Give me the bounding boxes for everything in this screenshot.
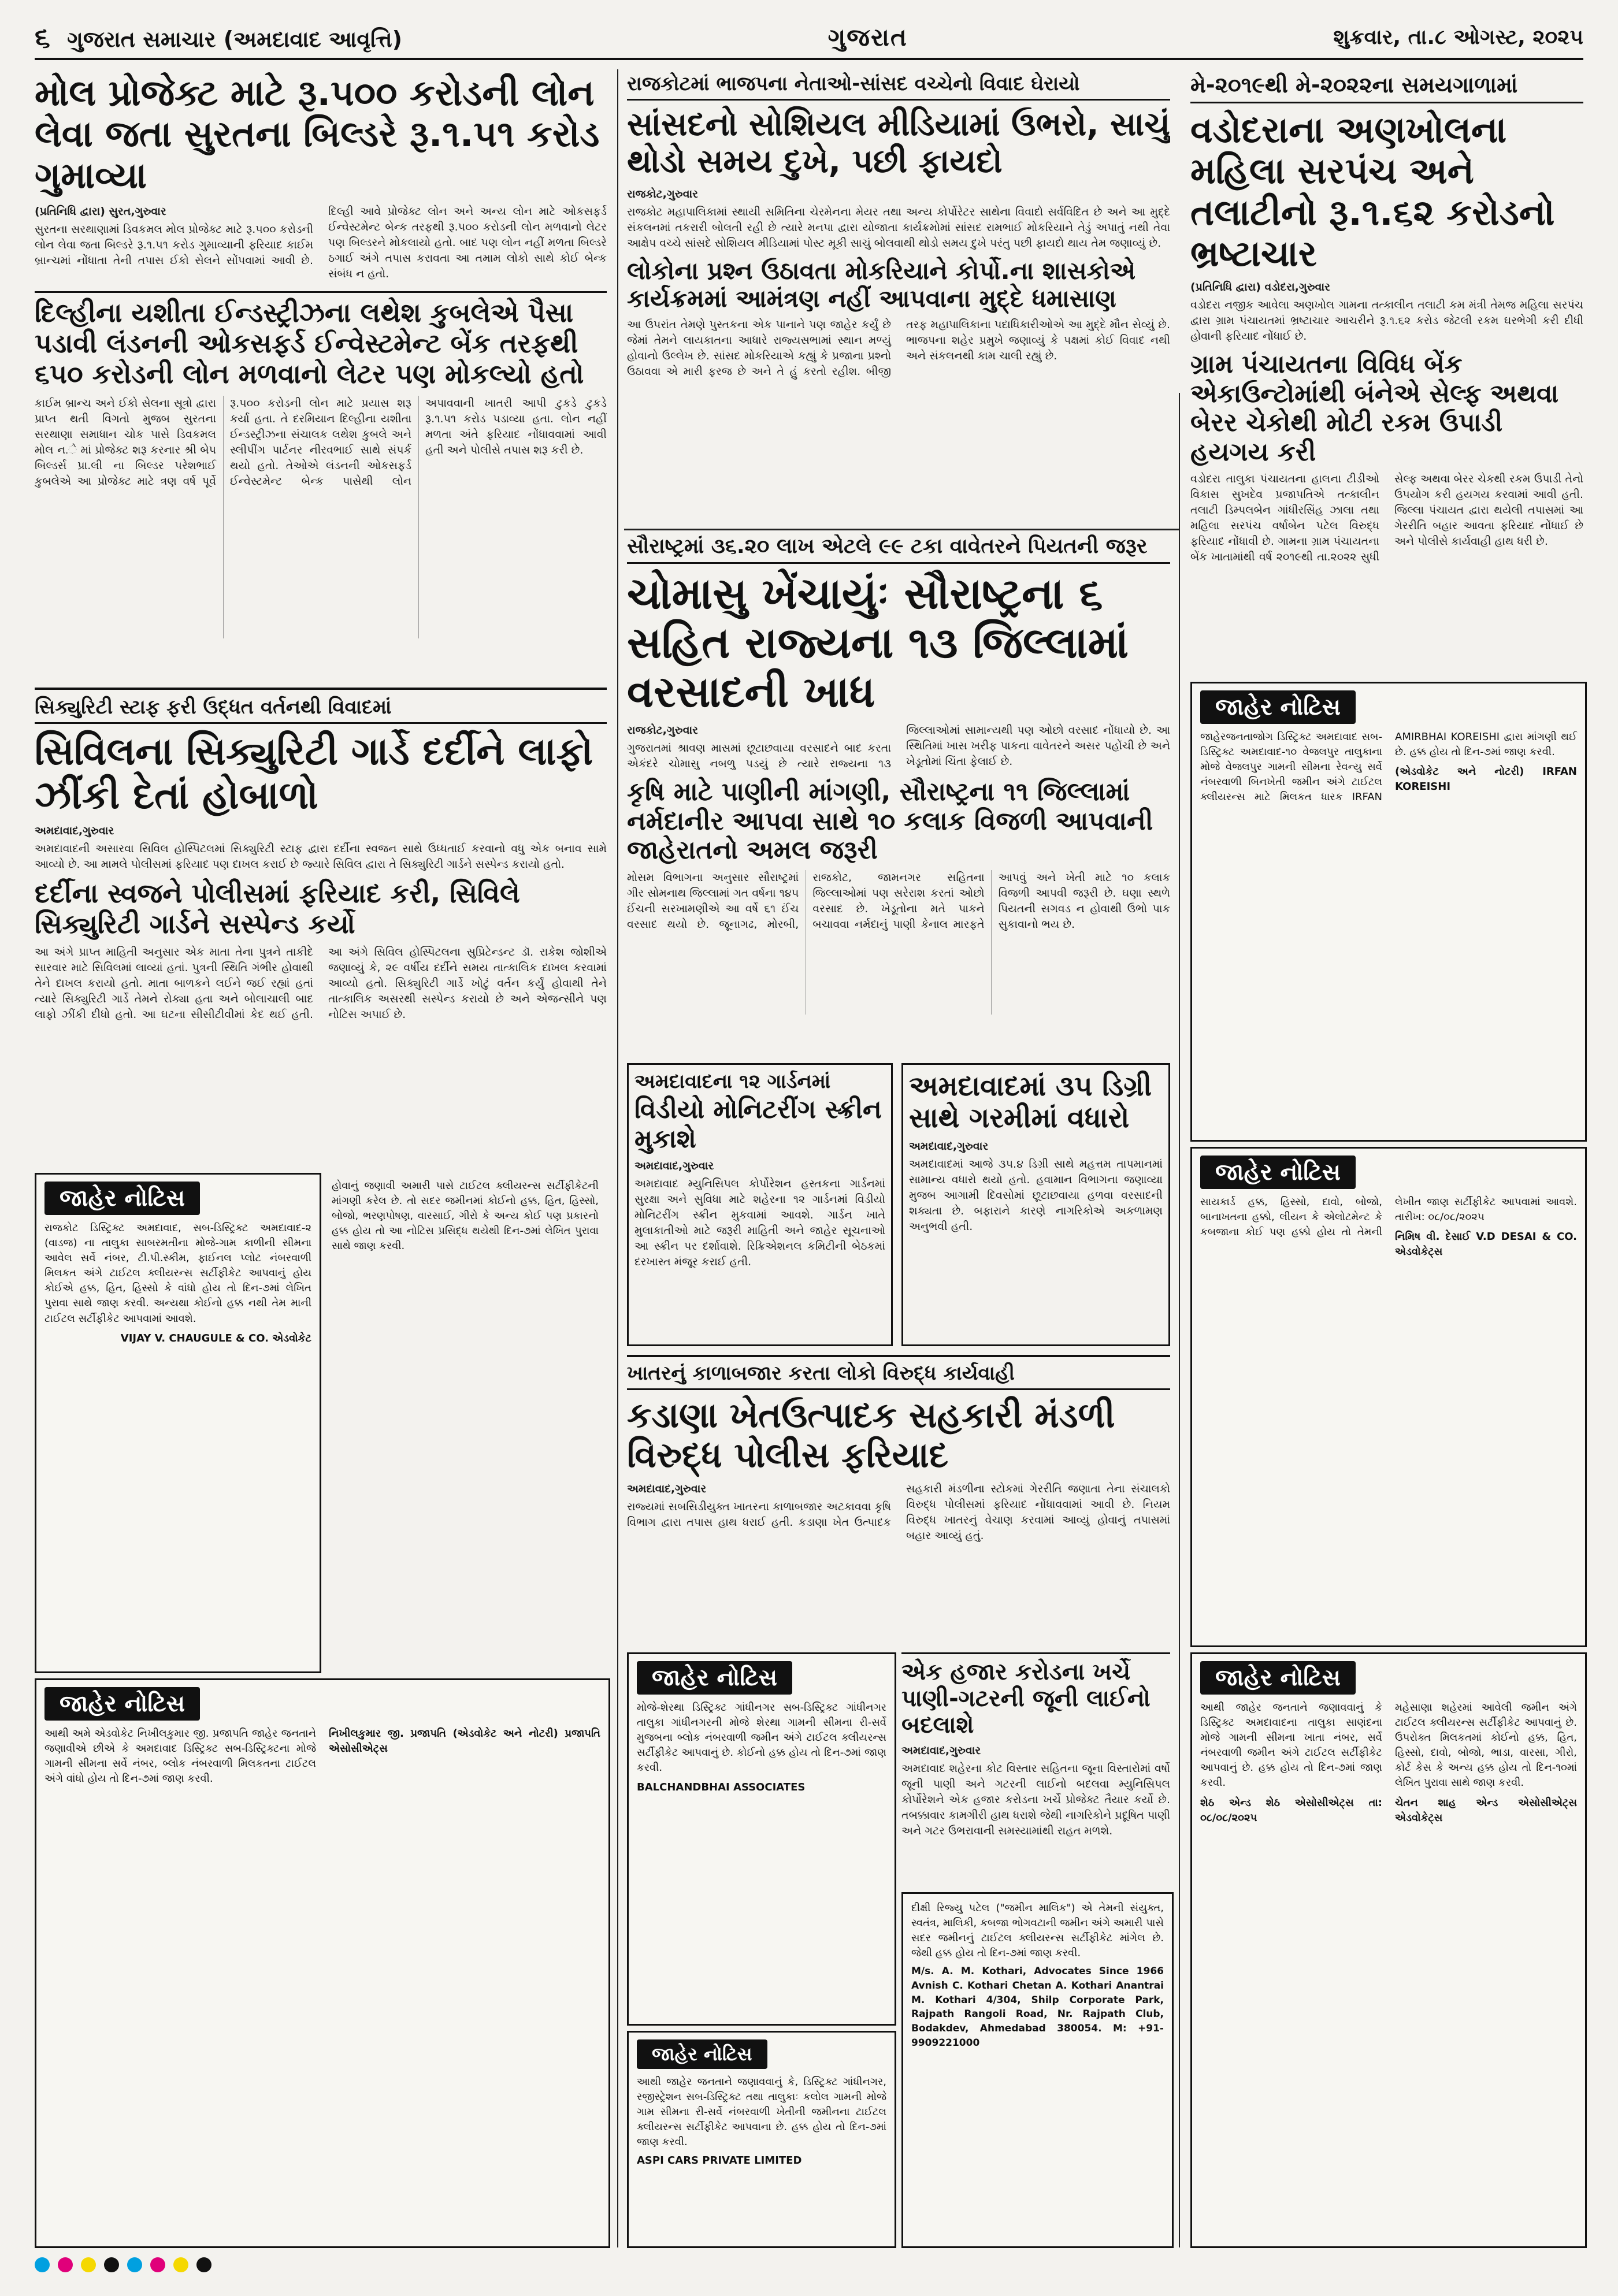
notice-signature: (એડવોકેટ અને નોટરી) IRFAN KOREISHI xyxy=(1395,766,1577,793)
story-body xyxy=(627,317,1170,456)
dateline: રાજકોટ,ગુરુવાર xyxy=(627,187,699,200)
notice-body xyxy=(629,2075,895,2175)
story-intro xyxy=(627,187,1170,251)
color-dot-magenta xyxy=(58,2257,73,2272)
notice-text: આથી જાહેર જનતાને જણાવવાનું કે ડિસ્ટ્રિક્ટ અમદાવાદના તાલુકા સાણંદના મોજે ગામની સીમના ખાતા નંબર, સર્વે નંબરવાળી જમીન અંગે ટાઈટલ સર્ટીફીકેટ આપવાનું છે. હક્ક હોય તો દિન-૭માં જાણ કરવી. xyxy=(1200,1701,1382,1789)
story-garden-screens xyxy=(627,1063,893,1346)
color-dot-black xyxy=(196,2257,211,2272)
notice-signature: BALCHANDBHAI ASSOCIATES xyxy=(637,1781,806,1794)
paragraph: અમદાવાદ શહેરના કોટ વિસ્તાર સહિતના જૂના વિસ્તારોમાં વર્ષો જૂની પાણી અને ગટરની લાઈનો બદલવા મ્યુનિસિપલ કોર્પોરેશને એક હજાર કરોડના ખર્ચે પ્રોજેક્ટ તૈયાર કર્યો છે. તબક્કાવાર કામગીરી હાથ ધરાશે જેથી નાગરિકોને પ્રદૂષિત પાણી અને ગટર ઉભરાવાની સમસ્યામાંથી રાહત મળશે. xyxy=(901,1762,1170,1837)
kicker: ખાતરનું કાળાબજાર કરતા લોકો વિરુદ્ધ કાર્યવાહી xyxy=(627,1362,1170,1390)
headline: એક હજાર કરોડના ખર્ચે પાણી-ગટરની જૂની લાઈનો બદલાશે xyxy=(901,1659,1151,1738)
headline: કડાણા ખેતઉત્પાદક સહકારી મંડળી વિરુદ્ધ પોલીસ ફરિયાદ xyxy=(627,1395,1115,1476)
paragraph: અમદાવાદની અસારવા સિવિલ હોસ્પિટલમાં સિક્યુરિટી સ્ટાફ દ્વારા દર્દીના સ્વજન સાથે ઉધ્ધતાઈ કરવાનો વધુ એક બનાવ સામે આવ્યો છે. આ મામલે પોલીસમાં ફરિયાદ પણ દાખલ કરાઈ છે જ્યારે સિવિલ દ્વારા તે સિક્યુરિટી ગાર્ડને સસ્પેન્ડ કરાયો હતો. xyxy=(35,842,607,871)
paragraph: ગુજરાતમાં શ્રાવણ માસમાં છૂટાછવાયા વરસાદને બાદ કરતા એકંદરે ચોમાસુ નબળુ પડયું છે ત્યારે રાજ્યના ૧૩ જિલ્લાઓમાં સામાન્યથી પણ ઓછો વરસાદ નોંધાયો છે. આ સ્થિતિમાં ખાસ ખરીફ પાકના વાવેતરને અસર પહોંચી છે અને ખેડૂતોમાં ચિંતા ફેલાઈ છે. xyxy=(627,724,1170,771)
paragraph: આ ઉપરાંત તેમણે પુસ્તકના એક પાનાને પણ જાહેર કર્યું છે જેમાં તેમને લાયકાતના આધારે રાજ્યસભામાં સ્થાન મળ્યું હોવાનો ઉલ્લેખ છે. સાંસદ મોકરિયાએ કહ્યું કે પ્રજાના પ્રશ્નો ઉઠાવવા એ મારી ફરજ છે અને તે હું કરતો રહીશ. બીજી તરફ મહાપાલિકાના પદાધિકારીઓએ આ મુદ્દે મૌન સેવ્યું છે. ભાજપના શહેર પ્રમુખે જણાવ્યું કે પક્ષમાં કોઈ વિવાદ નથી અને સંકલનથી કામ ચાલી રહ્યું છે. xyxy=(627,318,1170,378)
public-notice-continued xyxy=(324,1173,607,1670)
notice-body xyxy=(1192,730,1585,811)
column-rule xyxy=(1179,393,1180,2247)
dateline: (પ્રતિનિધિ દ્વારા) વડોદરા,ગુરુવાર xyxy=(1190,281,1330,294)
public-notice xyxy=(35,1678,610,2248)
notice-text: દીક્ષી રિજ્યુ પટેલ ("જમીન માલિક") એ તેમની સંયુક્ત, સ્વતંત્ર, માલિકી, કબજા ભોગવટાની જમીન અંગે અમારી પાસે સદર જમીનનું ટાઈટલ ક્લીયરન્સ સર્ટીફીકેટ માંગેલ છે. જેથી હક્ક હોય તો દિન-૭માં જાણ કરવી. xyxy=(911,1902,1164,1960)
notice-label: જાહેર નોટિસ xyxy=(637,2039,767,2069)
story-fertilizer xyxy=(627,1355,1170,1646)
notice-signature: શેઠ એન્ડ શેઠ એસોસીએટ્સ તા: ૦૮/૦૮/૨૦૨૫ xyxy=(1200,1796,1382,1824)
story-vadodara-sarpanch xyxy=(1190,72,1583,673)
story-rajkot-mp xyxy=(627,72,1170,523)
dateline: (પ્રતિનિધિ દ્વારા) સુરત,ગુરુવાર xyxy=(35,205,166,218)
color-dot-black xyxy=(104,2257,119,2272)
notice-signature: VIJAY V. CHAUGULE & CO. એડવોકેટ xyxy=(120,1332,311,1344)
column-rule xyxy=(617,69,618,2247)
dateline: અમદાવાદ,ગુરુવાર xyxy=(35,824,114,837)
subheadline: કૃષિ માટે પાણીની માંગણી, સૌરાષ્ટ્રના ૧૧ જિલ્લામાં નર્મદાનીર આપવા સાથે ૧૦ કલાક વિજળી આપવાની જાહેરાતનો અમલ જરૂરી xyxy=(627,777,1153,865)
story-intro xyxy=(1190,280,1583,344)
notice-body xyxy=(903,1894,1172,2056)
paragraph: કાઈમ બ્રાન્ચ અને ઈકો સેલના સૂત્રો દ્વારા પ્રાપ્ત થતી વિગતો મુજબ સુરતના સરથાણા સમાધાન ચોક પાસે ડિવકમલ મોલ ન.ે માં પ્રોજેક્ટ શરૂ કરનાર શ્રી બેપ બિલ્ડર્સ પ્રા.લી ના બિલ્ડર પરેશભાઈ કુબલેએ આ પ્રોજેક્ટ માટે ત્રણ વર્ષ પૂર્વે રૂ.૫૦૦ કરોડની લોન માટે પ્રયાસ શરૂ કર્યા હતા. તે દરમિયાન દિલ્હીના યશીતા ઈન્ડસ્ટ્રીઝના સંચાલક લથેશ કુબલે અને સ્લીપીંગ પાર્ટનર નીરવભાઈ સાથે સંપર્ક થયો હતો. તેઓએ લંડનની ઓકસફર્ડ ઈન્વેસ્ટમેન્ટ બેન્ક પાસેથી લોન અપાવવાની ખાતરી આપી ટુકડે ટુકડે રૂ.૧.૫૧ કરોડ પડાવ્યા હતા. લોન નહીં મળતા અંતે ફરિયાદ નોંધાવવામાં આવી હતી અને પોલીસે તપાસ શરૂ કરી છે. xyxy=(35,397,607,488)
notice-signature: M/s. A. M. Kothari, Advocates Since 1966 Avnish C. Kothari Chetan A. Kothari Anantrai M. Kothari 4/304, Shilp Corporate Park, Rajpath Rangoli Road, Nr. Rajpath Club, Bodakdev, Ahmedabad 380054. M: +91-9909221000 xyxy=(911,1966,1164,2049)
story-body xyxy=(627,870,1170,1015)
story-intro xyxy=(627,723,1170,772)
public-notice xyxy=(627,1652,896,2026)
public-notice xyxy=(901,1892,1174,2248)
kicker: અમદાવાદના ૧૨ ગાર્ડનમાં xyxy=(634,1070,831,1093)
kicker: રાજકોટમાં ભાજપના નેતાઓ-સાંસદ વચ્ચેનો વિવાદ ઘેરાયો xyxy=(627,72,1170,101)
color-dot-yellow xyxy=(173,2257,188,2272)
notice-text: સાયકાર્ડ હક્ક, હિસ્સો, દાવો, બોજો, બાનાખતના હક્કો, લીયન કે એલોટમેન્ટ કે કબજાના કોઈ પણ હક્કો હોય તો તેમની લેખીત જાણ સર્ટીફીકેટ આપવામાં આવશે. તારીખ: ૦૮/૦૮/૨૦૨૫ xyxy=(1200,1196,1577,1239)
headline: મોલ પ્રોજેક્ટ માટે રૂ.૫૦૦ કરોડની લોન લેવા જતા સુરતના બિલ્ડરે રૂ.૧.૫૧ કરોડ ગુમાવ્યા xyxy=(35,72,600,196)
story-mall-loan xyxy=(35,72,607,679)
kicker: સિક્યુરિટી સ્ટાફ ફરી ઉદ્ધત વર્તનથી વિવાદમાં xyxy=(35,696,607,724)
headline: વિડીયો મોનિટરીંગ સ્ક્રીન મુકાશે xyxy=(634,1095,882,1154)
masthead xyxy=(35,17,1583,60)
notice-label: જાહેર નોટિસ xyxy=(1200,1661,1356,1695)
notice-label: જાહેર નોટિસ xyxy=(1200,690,1356,724)
story-intro xyxy=(35,823,607,872)
paragraph: અમદાવાદમાં આજે ૩૫.૪ ડિગ્રી સાથે મહત્તમ તાપમાનમાં સામાન્ય વધારો થયો હતો. હવામાન વિભાગના જણાવ્યા મુજબ આગામી દિવસોમાં છૂટાછવાયા હળવા વરસાદની શક્યતા છે. બફારાને કારણે નાગરિકોએ અકળામણ અનુભવી હતી. xyxy=(909,1158,1163,1234)
headline: ચોમાસુ ખેંચાયુંઃ સૌરાષ્ટ્રના ૬ સહિત રાજ્યના ૧૩ જિલ્લામાં વરસાદની ખાધ xyxy=(627,569,1129,718)
paragraph: વડોદરા તાલુકા પંચાયતના હાલના ટીડીઓ વિકાસ સુખદેવ પ્રજાપતિએ તત્કાલીન તલાટી ડિમ્પલબેન ગાંધીરસિંહ ઝાલા તથા મહિલા સરપંચ વર્ષાબેન પટેલ વિરુદ્ધ ફરિયાદ નોંધાવી છે. ગામના ગ્રામ પંચાયતના બેંક ખાતામાંથી વર્ષ ૨૦૧૯થી તા.૨૦૨૨ સુધી સેલ્ફ અથવા બેરર ચેકથી રકમ ઉપાડી તેનો ઉપયોગ કરી હયગય કરવામાં આવી હતી. જિલ્લા પંચાયત દ્વારા થયેલી તપાસમાં આ ગેરરીતિ બહાર આવતા ફરિયાદ નોંધાઈ છે અને પોલીસે કાર્યવાહી હાથ ધરી છે. xyxy=(1190,473,1583,564)
masthead-left xyxy=(35,21,402,54)
notice-label: જાહેર નોટિસ xyxy=(44,1687,200,1721)
paragraph: સુરતના સરથાણામાં ડિવકમલ મોલ પ્રોજેક્ટ માટે રૂ.૫૦૦ કરોડની લોન લેવા જતા બિલ્ડરે રૂ.૧.૫૧ કરોડ ગુમાવ્યાની ફરિયાદ કાઈમ બ્રાન્ચમાં નોંધાતા તેની તપાસ ઈકો સેલને સોંપવામાં આવી છે. દિલ્હી આવે પ્રોજેક્ટ લોન અને અન્ય લોન માટે ઓકસફર્ડ ઈન્વેસ્ટમેન્ટ બેન્ક તરફથી રૂ.૫૦૦ કરોડની લોન મળવાનો લેટર પણ બિલ્ડરને મોકલાયો હતો. બાદ પણ લોન નહીં મળતા બિલ્ડરે ઠગાઈ અંગે તપાસ કરાવતા આ તમામ લોકો સાથે કોઈ બેન્ક સંબંધ ન હતો. xyxy=(35,205,607,280)
public-notice xyxy=(1190,1652,1587,2248)
subheadline: દર્દીના સ્વજને પોલીસમાં ફરિયાદ કરી, સિવિલે સિક્યુરિટી ગાર્ડને સસ્પેન્ડ કર્યો xyxy=(35,877,520,939)
notice-body xyxy=(36,1221,320,1352)
notice-text: આથી અમે એડવોકેટ નિખીલકુમાર જી. પ્રજાપતિ જાહેર જનતાને જણાવીએ છીએ કે અમદાવાદ ડિસ્ટ્રિક્ટ સબ-ડિસ્ટ્રિક્ટના મોજે ગામની સીમના સર્વે નંબર, બ્લોક નંબરવાળી મિલકતના ટાઈટલ અંગે વાંધો હોય તો દિન-૭માં જાણ કરવી. xyxy=(44,1727,316,1785)
story-body-continued xyxy=(35,396,607,638)
headline: વડોદરાના અણખોલના મહિલા સરપંચ અને તલાટીનો રૂ.૧.૬૨ કરોડનો ભ્રષ્ટાચાર xyxy=(1190,109,1555,274)
notice-text: રાજકોટ ડિસ્ટ્રિક્ટ અમદાવાદ, સબ-ડિસ્ટ્રિક્ટ અમદાવાદ-૨ (વાડજ) ના તાલુકા સાબરમતીના મોજે-ગામ કાળીની સીમના આવેલ સર્વે નંબર, ટી.પી.સ્કીમ, ફાઈનલ પ્લોટ નંબરવાળી મિલકત અંગે ટાઈટલ ક્લીયરન્સ સર્ટીફીકેટ આપવાનું હોય કોઈએ હક્ક, હિત, હિસ્સો કે વાંધો હોય તો દિન-૭માં લેખિત પુરાવા સાથે જાણ કરવી. અન્યથા કોઈનો હક્ક નથી તેમ માની ટાઈટલ સર્ટીફીકેટ આપવામાં આવશે. xyxy=(44,1222,311,1325)
notice-text: હોવાનું જણાવી અમારી પાસે ટાઈટલ ક્લીયરન્સ સર્ટીફીકેટની માંગણી કરેલ છે. તો સદર જમીનમાં કોઈનો હક્ક, હિત, હિસ્સો, બોજો, ભરણપોષણ, વારસાઈ, ગીરો કે અન્ય કોઈ પણ પ્રકારનો હક્ક હોય તો આ નોટિસ પ્રસિદ્ધ થયેથી દિન-૭માં લેખિત પુરાવા સાથે જાણ કરવી. xyxy=(332,1180,599,1253)
subheadline: દિલ્હીના યશીતા ઈન્ડસ્ટ્રીઝના લથેશ કુબલેએ પૈસા પડાવી લંડનની ઓકસફર્ડ ઈન્વેસ્ટમેન્ટ બેંક તરફથી ૬૫૦ કરોડની લોન મળવાનો લેટર પણ મોકલ્યો હતો xyxy=(35,291,607,389)
notice-text: જાહેરજનતાજોગ ડિસ્ટ્રિક્ટ અમદાવાદ સબ-ડિસ્ટ્રિક્ટ અમદાવાદ-૧૦ વેજલપુર તાલુકાના મોજે વેજલપુર ગામની સીમના રેવન્યુ સર્વે નંબરવાળી બિનખેતી જમીન અંગે ટાઈટલ ક્લીયરન્સ માટે મિલકત ધારક IRFAN AMIRBHAI KOREISHI દ્વારા માંગણી થઈ છે. હક્ક હોય તો દિન-૭માં જાણ કરવી. xyxy=(1200,731,1577,804)
story-body xyxy=(634,1158,885,1270)
story-body xyxy=(901,1743,1170,1839)
notice-signature: નિમિષ વી. દેસાઈ V.D DESAI & CO. એડવોકેટ્સ xyxy=(1395,1231,1577,1258)
color-dot-cyan xyxy=(127,2257,142,2272)
paragraph: અમદાવાદ મ્યુનિસિપલ કોર્પોરેશન હસ્તકના ગાર્ડનમાં સુરક્ષા અને સુવિધા માટે શહેરના ૧૨ ગાર્ડનમાં વિડીયો મોનિટરીંગ સ્ક્રીન મુકવામાં આવશે. ગાર્ડન ખાતે મુલાકાતીઓ માટે જરૂરી માહિતી અને જાહેર સૂચનાઓ આ સ્ક્રીન પર દર્શાવાશે. રિક્રિએશનલ કમિટીની બેઠકમાં દરખાસ્ત મંજૂર કરાઈ હતી. xyxy=(634,1177,885,1269)
story-body xyxy=(1190,471,1583,656)
paragraph: રાજ્યમાં સબસિડીયુક્ત ખાતરના કાળાબજાર અટકાવવા કૃષિ વિભાગ દ્વારા તપાસ હાથ ધરાઈ હતી. કડાણા ખેત ઉત્પાદક સહકારી મંડળીના સ્ટોકમાં ગેરરીતિ જણાતા તેના સંચાલકો વિરુદ્ધ પોલીસમાં ફરિયાદ નોંધાવવામાં આવી છે. નિયમ વિરુદ્ધ ખાતરનું વેચાણ કરવામાં આવ્યું હોવાનું તપાસમાં બહાર આવ્યું હતું. xyxy=(627,1483,1170,1542)
notice-body xyxy=(36,1726,608,1792)
notice-signature: ચેતન શાહ એન્ડ એસોસીએટ્સ એડવોકેટ્સ xyxy=(1395,1796,1577,1824)
notice-signature: ASPI CARS PRIVATE LIMITED xyxy=(637,2154,802,2167)
public-notice xyxy=(1190,682,1587,1142)
notice-body xyxy=(1192,1195,1585,1265)
print-color-bar xyxy=(35,2253,1583,2276)
paragraph: વડોદરા નજીક આવેલા અણખોલ ગામના તત્કાલીન તલાટી કમ મંત્રી તેમજ મહિલા સરપંચ દ્વારા ગ્રામ પંચાયતમાં ભ્રષ્ટાચાર આચરીને રૂ.૧.૬૨ કરોડ જેટલી રકમ ઘરભેગી કરી દીધી હોવાની ફરિયાદ નોંધાઈ છે. xyxy=(1190,299,1583,343)
headline: સિવિલના સિક્યુરિટી ગાર્ડે દર્દીને લાફો ઝીંકી દેતાં હોબાળો xyxy=(35,729,593,818)
notice-label: જાહેર નોટિસ xyxy=(44,1182,200,1215)
notice-label: જાહેર નોટિસ xyxy=(637,1661,792,1695)
notice-body xyxy=(629,1700,895,1801)
dateline: અમદાવાદ,ગુરુવાર xyxy=(627,1483,707,1495)
story-saurashtra-rain xyxy=(627,534,1170,1054)
paragraph: આ અંગે પ્રાપ્ત માહિતી અનુસાર એક માતા તેના પુત્રને તાકીદે સારવાર માટે સિવિલમાં લાવ્યાં હતાં. પુત્રની સ્થિતિ ગંભીર હોવાથી તેને દાખલ કરાયો હતો. માતા બાળકને લઈને જઈ રહ્યાં હતાં ત્યારે સિક્યુરિટી ગાર્ડે તેમને રોક્યા હતા અને બોલાચાલી બાદ લાફો ઝીંકી દીધો હતો. આ ઘટના સીસીટીવીમાં કેદ થઈ હતી. આ અંગે સિવિલ હોસ્પિટલના સુપ્રિટેન્ડન્ટ ડૉ. રાકેશ જોશીએ જણાવ્યું કે, ૨૯ વર્ષીય દર્દીને સમય તાત્કાલિક દાખલ કરવામાં આવ્યો હતો. સિક્યુરિટી ગાર્ડે ખોટું વર્તન કર્યું હોવાથી તેને તાત્કાલિક અસરથી સસ્પેન્ડ કરાયો છે અને એજન્સીને પણ નોટિસ અપાઈ છે. xyxy=(35,946,607,1021)
public-notice xyxy=(1190,1147,1587,1647)
public-notice xyxy=(627,2031,896,2248)
dateline: અમદાવાદ,ગુરુવાર xyxy=(634,1160,714,1173)
notice-text: મહેસાણા શહેરમાં આવેલી જમીન અંગે ટાઈટલ ક્લીયરન્સ સર્ટીફીકેટ આપવાનું છે. ઉપરોક્ત મિલકતમાં કોઈનો હક્ક, હિત, હિસ્સો, દાવો, બોજો, ભાડા, વારસા, ગીરો, કોર્ટ કેસ કે અન્ય હક્ક હોય તો દિન-૧૦માં લેખિત પુરાવા સાથે જાણ કરવી. xyxy=(1395,1701,1577,1789)
public-notice xyxy=(35,1173,321,1673)
dateline: અમદાવાદ,ગુરુવાર xyxy=(901,1744,981,1757)
notice-label: જાહેર નોટિસ xyxy=(1200,1156,1356,1189)
section-divider xyxy=(624,529,1179,530)
section-title: ગુજરાત xyxy=(827,23,908,51)
color-dot-yellow xyxy=(81,2257,96,2272)
kicker: મે-૨૦૧૯થી મે-૨૦૨૨ના સમયગાળામાં xyxy=(1190,72,1583,103)
kicker: સૌરાષ્ટ્રમાં ૩૬.૨૦ લાખ એટલે ૯૯ ટકા વાવેતરને પિયતની જરૂર xyxy=(627,534,1170,564)
paragraph: મોસમ વિભાગના અનુસાર સૌરાષ્ટ્રમાં ગીર સોમનાથ જિલ્લામાં ગત વર્ષના ૧૪૫ ઈંચની સરખામણીએ આ વર્ષે ૬૧ ઈંચ વરસાદ થયો છે. જૂનાગઢ, મોરબી, રાજકોટ, જામનગર સહિતના જિલ્લાઓમાં પણ સરેરાશ કરતાં ઓછો વરસાદ છે. ખેડૂતોના મતે પાકને બચાવવા નર્મદાનું પાણી કેનાલ મારફતે આપવું અને ખેતી માટે ૧૦ કલાક વિજળી આપવી જરૂરી છે. ઘણા સ્થળે પિયતની સગવડ ન હોવાથી ઉભો પાક સુકાવાનો ભય છે. xyxy=(627,871,1170,931)
notice-body xyxy=(324,1173,607,1260)
color-dot-cyan xyxy=(35,2257,50,2272)
subheadline: ગ્રામ પંચાયતના વિવિધ બેંક એકાઉન્ટોમાંથી બંનેએ સેલ્ફ અથવા બેરર ચેકોથી મોટી રકમ ઉપાડી હયગય કરી xyxy=(1190,350,1559,467)
notice-text: મોજે-શેરથા ડિસ્ટ્રિક્ટ ગાંધીનગર સબ-ડિસ્ટ્રિક્ટ ગાંધીનગર તાલુકા ગાંધીનગરની મોજે શેરથા ગામની સીમના રી-સર્વે મુજબના બ્લોક નંબરવાળી જમીન અંગે ટાઈટલ ક્લીયરન્સ સર્ટીફીકેટ આપવાનું છે. કોઈનો હક્ક હોય તો દિન-૭માં જાણ કરવી. xyxy=(637,1701,886,1774)
dateline: રાજકોટ,ગુરુવાર xyxy=(627,724,699,737)
page-number: ૬ xyxy=(35,21,50,54)
dateline: અમદાવાદ,ગુરુવાર xyxy=(909,1140,989,1153)
notice-signature: નિખીલકુમાર જી. પ્રજાપતિ (એડવોકેટ અને નોટરી) પ્રજાપતિ એસોસીએટ્સ xyxy=(329,1727,600,1755)
notice-text: આથી જાહેર જનતાને જણાવવાનું કે, ડિસ્ટ્રિક્ટ ગાંધીનગર, રજીસ્ટ્રેશન સબ-ડિસ્ટ્રિક્ટ તથા તાલુકાઃ કલોલ ગામની મોજે ગામ સીમના રી-સર્વે નંબરવાળી ખેતીની જમીનના ટાઈટલ ક્લીયરન્સ સર્ટીફીકેટ આપવાના છે. હક્ક હોય તો દિન-૭માં જાણ કરવી. xyxy=(637,2076,886,2149)
headline: સાંસદનો સોશિયલ મીડિયામાં ઉભરો, સાચું થોડો સમય દુખે, પછી ફાયદો xyxy=(627,106,1170,181)
color-dot-magenta xyxy=(150,2257,165,2272)
story-civil-security xyxy=(35,688,607,1164)
story-body xyxy=(627,1481,1170,1614)
story-body xyxy=(909,1139,1163,1235)
paper-name: ગુજરાત સમાચાર (અમદાવાદ આવૃત્તિ) xyxy=(67,26,402,52)
paragraph: રાજકોટ મહાપાલિકામાં સ્થાયી સમિતિના ચેરમેનના મેયર તથા અન્ય કોર્પોરેટર સાથેના વિવાદો સર્વવિદિત છે અને આ મુદ્દે સંકલનમાં તકરારી બોલતી રહી છે ત્યારે મનપા દ્વારા યોજાતા કાર્યક્રમોમાં સાંસદ રામભાઈ મોકરિયાને તેડું અપાતું નથી તેવા આક્ષેપ વચ્ચે સાંસદે સોશિયલ મીડિયામાં પોસ્ટ મૂકી સાચું બોલવાથી થોડો સમય દુખે પરંતુ પછી ફાયદો થાય તેમ જણાવ્યું છે. xyxy=(627,205,1170,250)
story-pipelines xyxy=(901,1652,1170,1885)
subheadline: લોકોના પ્રશ્ન ઉઠાવતા મોકરિયાને કોર્પો.ના શાસકોએ કાર્યક્રમમાં આમંત્રણ નહીં આપવાના મુદ્દે ધમાસાણ xyxy=(627,256,1136,313)
headline: અમદાવાદમાં ૩૫ ડિગ્રી સાથે ગરમીમાં વધારો xyxy=(909,1070,1152,1135)
story-body xyxy=(35,204,607,282)
story-temperature xyxy=(901,1063,1170,1346)
issue-date: શુક્રવાર, તા.૮ ઓગસ્ટ, ૨૦૨૫ xyxy=(1333,25,1583,49)
notice-body xyxy=(1192,1700,1585,1835)
story-body xyxy=(35,945,607,1118)
